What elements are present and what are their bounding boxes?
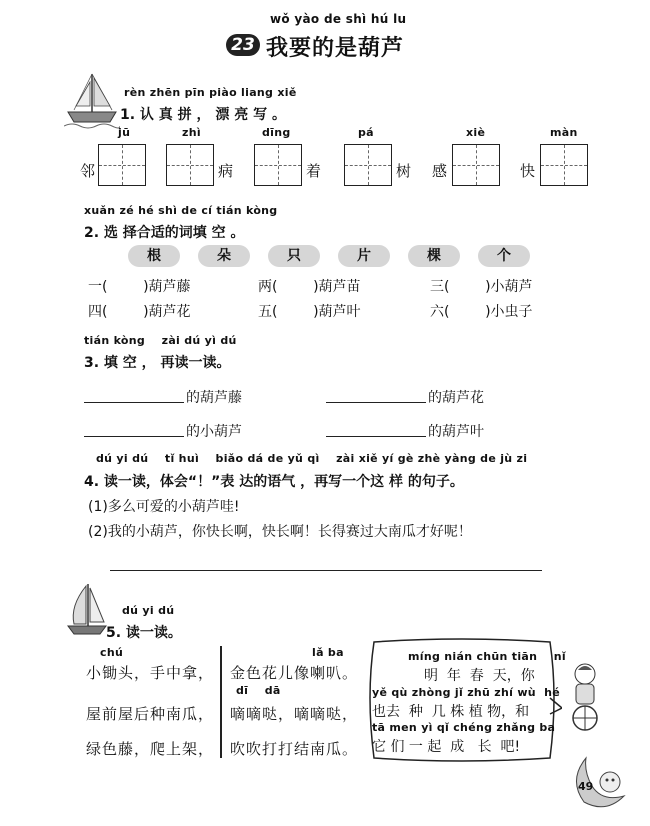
q2-row2-c[interactable]: 六( )小虫子 (430, 304, 533, 320)
q1-box-6[interactable] (540, 144, 588, 186)
q1-char-3: 着 (306, 162, 326, 180)
q2-pinyin: xuǎn zé hé shì de cí tián kòng (84, 204, 278, 217)
q2-option-4: 片 (338, 245, 390, 267)
q1-pinyin-3: dīng (262, 126, 291, 139)
q2-row1-b[interactable]: 两( )葫芦苗 (258, 279, 361, 295)
q1-char-5: 感 (432, 162, 452, 180)
q1-pinyin-5: xiè (466, 126, 486, 139)
q1-pinyin-4: pá (358, 126, 374, 139)
q2-row2-a[interactable]: 四( )葫芦花 (88, 304, 191, 320)
q2-option-1: 根 (128, 245, 180, 267)
lesson-number: 23 (231, 35, 255, 55)
q1-char-2: 病 (218, 162, 238, 180)
page-title: 我要的是葫芦 (266, 36, 405, 61)
q5-col2-line3: 吹吹打打结南瓜。 (230, 740, 359, 758)
q5-col1-pinyin: chú (100, 646, 124, 659)
q1-box-5[interactable] (452, 144, 500, 186)
q1-pinyin-2: zhì (182, 126, 201, 139)
q3-text-3: 的小葫芦 (186, 424, 242, 440)
q5-col3-py3: tā men yì qǐ chéng zhǎng ba (372, 721, 556, 734)
lesson-number-badge (226, 34, 260, 56)
child-illustration (560, 660, 610, 740)
q5-col2-pinyin1: lǎ ba (312, 646, 344, 659)
q5-col3-line1: 明 年 春 天，你 (424, 668, 535, 684)
q2-row2-b[interactable]: 五( )葫芦叶 (258, 304, 361, 320)
boat-illustration (64, 70, 120, 130)
q4-title: 4. 读一读，体会“！”表 达的语气 ，再写一个这 样 的句子。 (84, 474, 464, 490)
q4-sentence-1: (1)多么可爱的小葫芦哇! (88, 499, 240, 515)
q5-col1-line1: 小锄头，手中拿， (86, 664, 215, 682)
q2-row1-a[interactable]: 一( )葫芦藤 (88, 279, 191, 295)
q5-pinyin: dú yi dú (122, 604, 175, 617)
q5-title: 5. 读一读。 (106, 625, 182, 641)
q1-char-4: 树 (396, 162, 416, 180)
q3-blank-3[interactable] (84, 436, 184, 437)
q5-col1-line2: 屋前屋后种南瓜， (86, 705, 215, 723)
q5-col3-py2: yě qù zhòng jǐ zhū zhí wù hé (372, 686, 561, 699)
page-number: 49 (578, 780, 594, 793)
q5-col2-pinyin2: dī dā (236, 684, 281, 697)
q3-text-4: 的葫芦叶 (428, 424, 484, 440)
q2-option-2: 朵 (198, 245, 250, 267)
moon-illustration (566, 752, 630, 812)
q2-row1-c[interactable]: 三( )小葫芦 (430, 279, 533, 295)
q1-box-3[interactable] (254, 144, 302, 186)
q5-col2-line1: 金色花儿像喇叭。 (230, 664, 359, 682)
q5-col2-line2: 嘀嘀哒，嘀嘀哒， (230, 705, 359, 723)
q3-blank-4[interactable] (326, 436, 426, 437)
q4-answer-line[interactable] (110, 570, 542, 571)
q3-blank-1[interactable] (84, 402, 184, 403)
q3-text-2: 的葫芦花 (428, 390, 484, 406)
q1-char-1: 邻 (80, 162, 100, 180)
q3-title: 3. 填 空 ， 再读一读。 (84, 355, 231, 371)
sailboat-illustration (64, 582, 108, 638)
q1-box-2[interactable] (166, 144, 214, 186)
q3-blank-2[interactable] (326, 402, 426, 403)
q5-col3-line2: 也去 种 几 株 植 物，和 (372, 704, 530, 720)
q5-col1-line3: 绿色藤，爬上架， (86, 740, 215, 758)
q1-box-4[interactable] (344, 144, 392, 186)
q2-option-3: 只 (268, 245, 320, 267)
q3-text-1: 的葫芦藤 (186, 390, 242, 406)
q1-pinyin: rèn zhēn pīn piào liang xiě (124, 86, 297, 99)
q1-char-6: 快 (520, 162, 540, 180)
q4-pinyin: dú yi dú tǐ huì biǎo dá de yǔ qì zài xiě yí gè zhè yàng de jù zi (96, 452, 528, 465)
q2-title: 2. 选 择合适的词填 空 。 (84, 225, 245, 241)
q4-sentence-2: (2)我的小葫芦，你快长啊，快长啊！长得赛过大南瓜才好呢！ (88, 524, 472, 540)
q2-option-5: 棵 (408, 245, 460, 267)
q2-option-6: 个 (478, 245, 530, 267)
q5-divider (220, 646, 222, 758)
q1-pinyin-6: màn (550, 126, 578, 139)
q5-col3-py1: míng nián chūn tiān nǐ (408, 650, 566, 663)
q1-pinyin-1: jū (118, 126, 131, 139)
q1-box-1[interactable] (98, 144, 146, 186)
q3-pinyin: tián kòng zài dú yì dú (84, 334, 237, 347)
q5-col3-line3: 它 们 一 起 成 长 吧! (372, 739, 521, 755)
title-pinyin: wǒ yào de shì hú lu (270, 12, 407, 26)
q1-title: 1. 认 真 拼 ， 漂 亮 写 。 (120, 107, 287, 123)
